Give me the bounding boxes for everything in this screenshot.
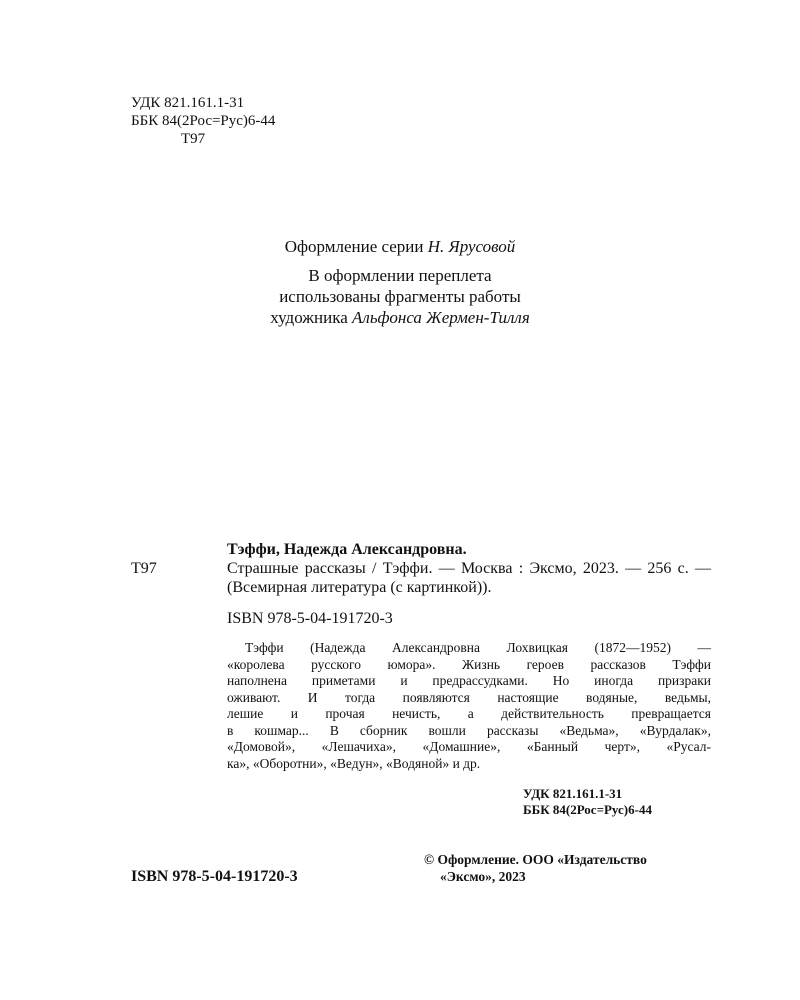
catalog-cutter: Т97 bbox=[131, 560, 157, 577]
annotation-line: Тэффи (Надежда Александровна Лохвицкая (1872—1952) — bbox=[245, 640, 711, 655]
annotation-line: оживают. И тогда появляются настоящие водяные, ведьмы, bbox=[227, 689, 711, 705]
binding-credit-line1: В оформлении переплета bbox=[308, 266, 492, 285]
annotation-line: ка», «Оборотни», «Ведун», «Водяной» и др. bbox=[227, 755, 481, 771]
binding-artist-prefix: художника bbox=[270, 308, 353, 327]
annotation-line: в кошмар... В сборник вошли рассказы «Ведьма», «Вурдалак», bbox=[227, 722, 711, 738]
annotation-line: наполнена приметами и предрассудками. Но иногда призраки bbox=[227, 673, 711, 688]
design-credits bbox=[0, 236, 800, 328]
binding-credit-line2: использованы фрагменты работы bbox=[279, 287, 521, 306]
binding-artist-name: Альфонса Жермен-Тилля bbox=[352, 308, 530, 327]
series-designer-name: Н. Ярусовой bbox=[427, 237, 516, 256]
catalog-codes bbox=[131, 786, 711, 818]
binding-credit-line3 bbox=[0, 307, 800, 328]
classification-codes bbox=[131, 94, 275, 148]
catalog-card bbox=[131, 540, 711, 818]
binding-credit bbox=[0, 265, 800, 328]
annotation bbox=[131, 640, 711, 772]
catalog-isbn: ISBN 978-5-04-191720-3 bbox=[227, 610, 393, 627]
copyright-notice bbox=[424, 851, 647, 885]
catalog-author: Тэффи, Надежда Александровна. bbox=[227, 541, 467, 558]
catalog-description-row bbox=[131, 559, 711, 597]
annotation-line: лешие и прочая нечисть, а действительность превращается bbox=[227, 706, 711, 721]
series-design-prefix: Оформление серии bbox=[284, 237, 428, 256]
catalog-description: Страшные рассказы / Тэффи. — Москва : Эксмо, 2023. — 256 с. — (Всемирная литература (с картинкой)). bbox=[227, 560, 711, 596]
footer-isbn: ISBN 978-5-04-191720-3 bbox=[131, 868, 298, 885]
copyright-line2: «Эксмо», 2023 bbox=[440, 869, 526, 884]
catalog-udk: УДК 821.161.1-31 bbox=[523, 786, 623, 801]
catalog-bbk: ББК 84(2Рос=Рус)6-44 bbox=[523, 802, 652, 817]
udk-code: УДК 821.161.1-31 bbox=[131, 95, 245, 111]
copyright-line1: © Оформление. ООО «Издательство bbox=[424, 852, 647, 867]
cutter-code: Т97 bbox=[181, 131, 206, 147]
annotation-line: «королева русского юмора». Жизнь героев рассказов Тэффи bbox=[227, 656, 711, 672]
annotation-line: «Домовой», «Лешачиха», «Домашние», «Банный черт», «Русал- bbox=[227, 739, 711, 754]
bbk-code: ББК 84(2Рос=Рус)6-44 bbox=[131, 113, 276, 129]
series-design-credit bbox=[0, 236, 800, 257]
